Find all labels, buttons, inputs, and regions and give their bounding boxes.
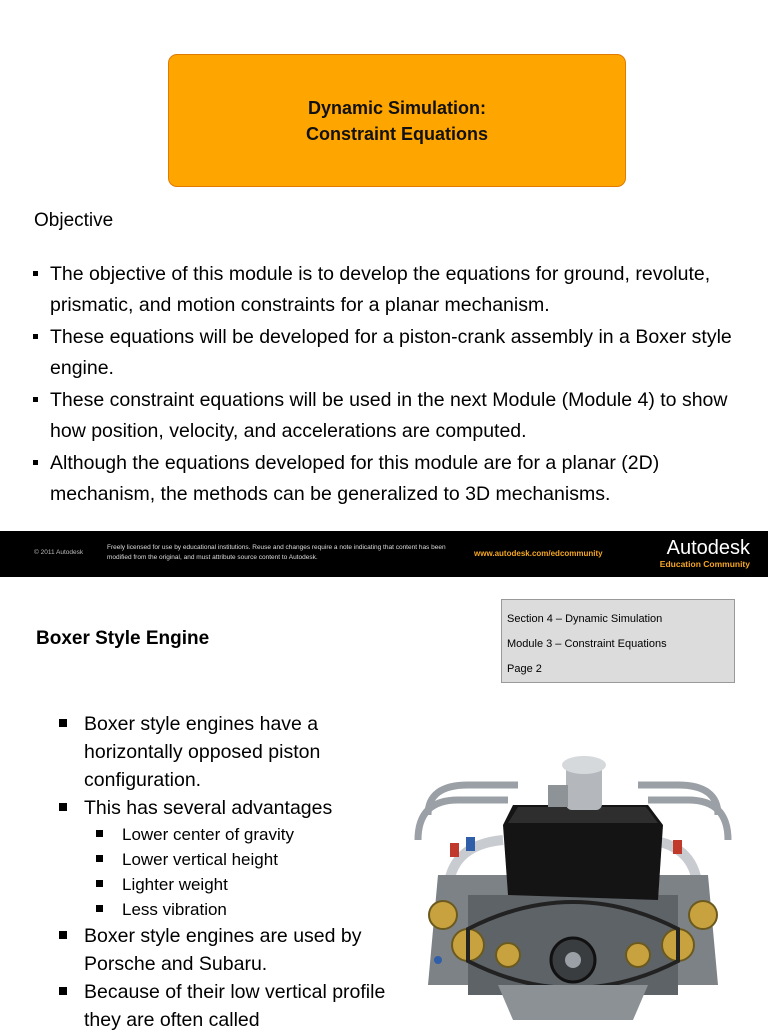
slide-title-line2: Constraint Equations [305,123,488,144]
bullet-square-icon [59,931,67,939]
bullet-square-icon [33,334,38,339]
advantage-item: Lighter weight [84,872,398,897]
footer-copyright: © 2011 Autodesk [34,549,84,556]
autodesk-logo [660,537,750,569]
bullet-square-icon [59,719,67,727]
boxer-engine-image [408,745,738,1024]
engine-bullet-list [58,710,398,1034]
module-label: Module 3 – Constraint Equations [507,638,667,650]
footer-license: Freely licensed for use by educational institutions. Reuse and changes require a note indicating that content has been modified from the original, and must attribute source content to Autodesk. [107,544,446,561]
objective-bullet: The objective of this module is to develop the equations for ground, revolute, prismatic, and motion constraints for a planar mechanism. [33,259,763,320]
slide-title-line1: Dynamic Simulation: [307,97,487,118]
slide-title-box [168,54,626,187]
bullet-square-icon [33,397,38,402]
brand-name: Autodesk [666,537,750,559]
bullet-square-icon [33,460,38,465]
footer-url-link[interactable]: www.autodesk.com/edcommunity [474,549,603,558]
advantage-item: Lower vertical height [84,847,398,872]
bullet-square-icon [96,905,103,912]
engine-bullet: This has several advantages Lower center of gravity Lower vertical height Lighter weight Less vibration [58,794,398,922]
objective-heading: Objective [34,210,114,231]
engine-bullet: Because of their low vertical profile they are often called [58,978,398,1034]
page-label: Page 2 [507,663,542,675]
bullet-square-icon [59,803,67,811]
section-label: Section 4 – Dynamic Simulation [507,613,663,625]
bullet-square-icon [96,830,103,837]
engine-bullet: Boxer style engines are used by Porsche and Subaru. [58,922,398,978]
objective-bullet: Although the equations developed for this module are for a planar (2D) mechanism, the methods can be generalized to 3D mechanisms. [33,448,763,509]
objective-bullet: These constraint equations will be used in the next Module (Module 4) to show how position, velocity, and accelerations are computed. [33,385,763,446]
bullet-square-icon [59,987,67,995]
bullet-square-icon [96,855,103,862]
advantages-sublist [84,822,398,922]
advantage-item: Less vibration [84,897,398,922]
brand-subtitle: Education Community [659,559,750,569]
engine-bullet: Boxer style engines have a horizontally opposed piston configuration. [58,710,398,794]
objective-bullet-list [33,259,763,511]
objective-bullet: These equations will be developed for a piston-crank assembly in a Boxer style engine. [33,322,763,383]
section-info-box [501,599,735,683]
slide-footer [0,531,768,577]
advantage-item: Lower center of gravity [84,822,398,847]
bullet-square-icon [33,271,38,276]
bullet-square-icon [96,880,103,887]
slide2-title: Boxer Style Engine [36,628,210,649]
